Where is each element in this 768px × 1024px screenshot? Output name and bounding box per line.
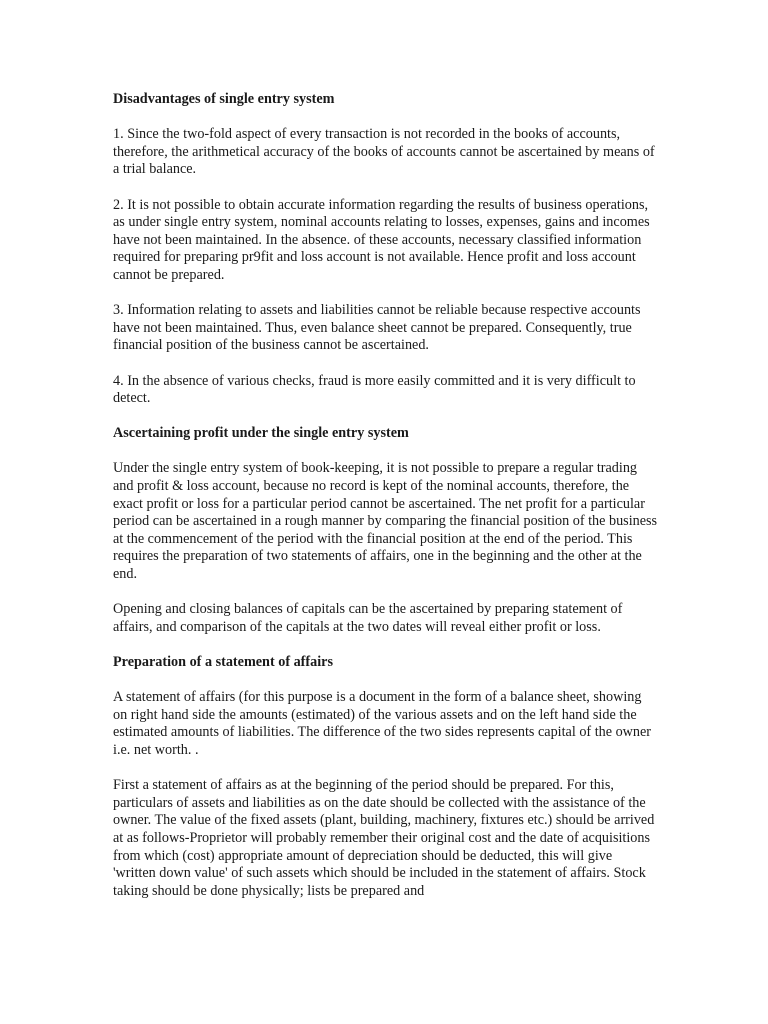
paragraph-disadvantage-2: 2. It is not possible to obtain accurate information regarding the results of business operations, as under single entry system, nominal accounts relating to losses, expenses, gains and incomes have not been maintained. In the absence. of these accounts, necessary classified information required for preparing pr9fit and loss account is not available. Hence profit and loss account cannot be prepared. <box>113 196 650 283</box>
paragraph-ascertaining-profit-1: Under the single entry system of book-keeping, it is not possible to prepare a regular trading and profit & loss account, because no record is kept of the nominal accounts, therefore, the exact profit or loss for a particular period cannot be ascertained. The net profit for a particular period can be ascertained in a rough manner by comparing the financial position of the business at the commencement of the period with the financial position at the end of the period. This requires the preparation of two statements of affairs, one in the beginning and the other at the end. <box>113 460 658 583</box>
paragraph-ascertaining-profit-2: Opening and closing balances of capitals can be the ascertained by preparing statement of affairs, and comparison of the capitals at the two dates will reveal either profit or loss. <box>113 601 623 635</box>
paragraph-disadvantage-4: 4. In the absence of various checks, fraud is more easily committed and it is very difficult to detect. <box>113 372 636 407</box>
paragraph-statement-of-affairs-2: First a statement of affairs as at the beginning of the period should be prepared. For this, particulars of assets and liabilities as on the date should be collected with the assistance of the owner. The value of the fixed assets (plant, building, machinery, fixtures etc.) should be arrived at as follows-Proprietor will probably remember their original cost and the date of acquisitions from which (cost) appropriate amount of depreciation should be deducted, this will give 'written down value' of such assets which should be included in the statement of affairs. Stock taking should be done physically; lists be prepared and <box>113 777 655 899</box>
paragraph-disadvantage-3: 3. Information relating to assets and liabilities cannot be reliable because respective accounts have not been maintained. Thus, even balance sheet cannot be prepared. Consequently, true financial position of the business cannot be ascertained. <box>113 302 641 354</box>
section-heading-statement-of-affairs: Preparation of a statement of affairs <box>113 654 333 670</box>
section-heading-ascertaining-profit: Ascertaining profit under the single entry system <box>113 425 409 442</box>
document-page <box>113 91 658 900</box>
paragraph-statement-of-affairs-1: A statement of affairs (for this purpose is a document in the form of a balance sheet, showing on right hand side the amounts (estimated) of the various assets and on the left hand side the estimated amounts of liabilities. The difference of the two sides represents capital of the owner i.e. net worth. . <box>113 689 652 758</box>
section-heading-disadvantages: Disadvantages of single entry system <box>113 91 335 107</box>
paragraph-disadvantage-1: 1. Since the two-fold aspect of every transaction is not recorded in the books of accounts, therefore, the arithmetical accuracy of the books of accounts cannot be ascertained by means of a trial balance. <box>113 126 655 178</box>
